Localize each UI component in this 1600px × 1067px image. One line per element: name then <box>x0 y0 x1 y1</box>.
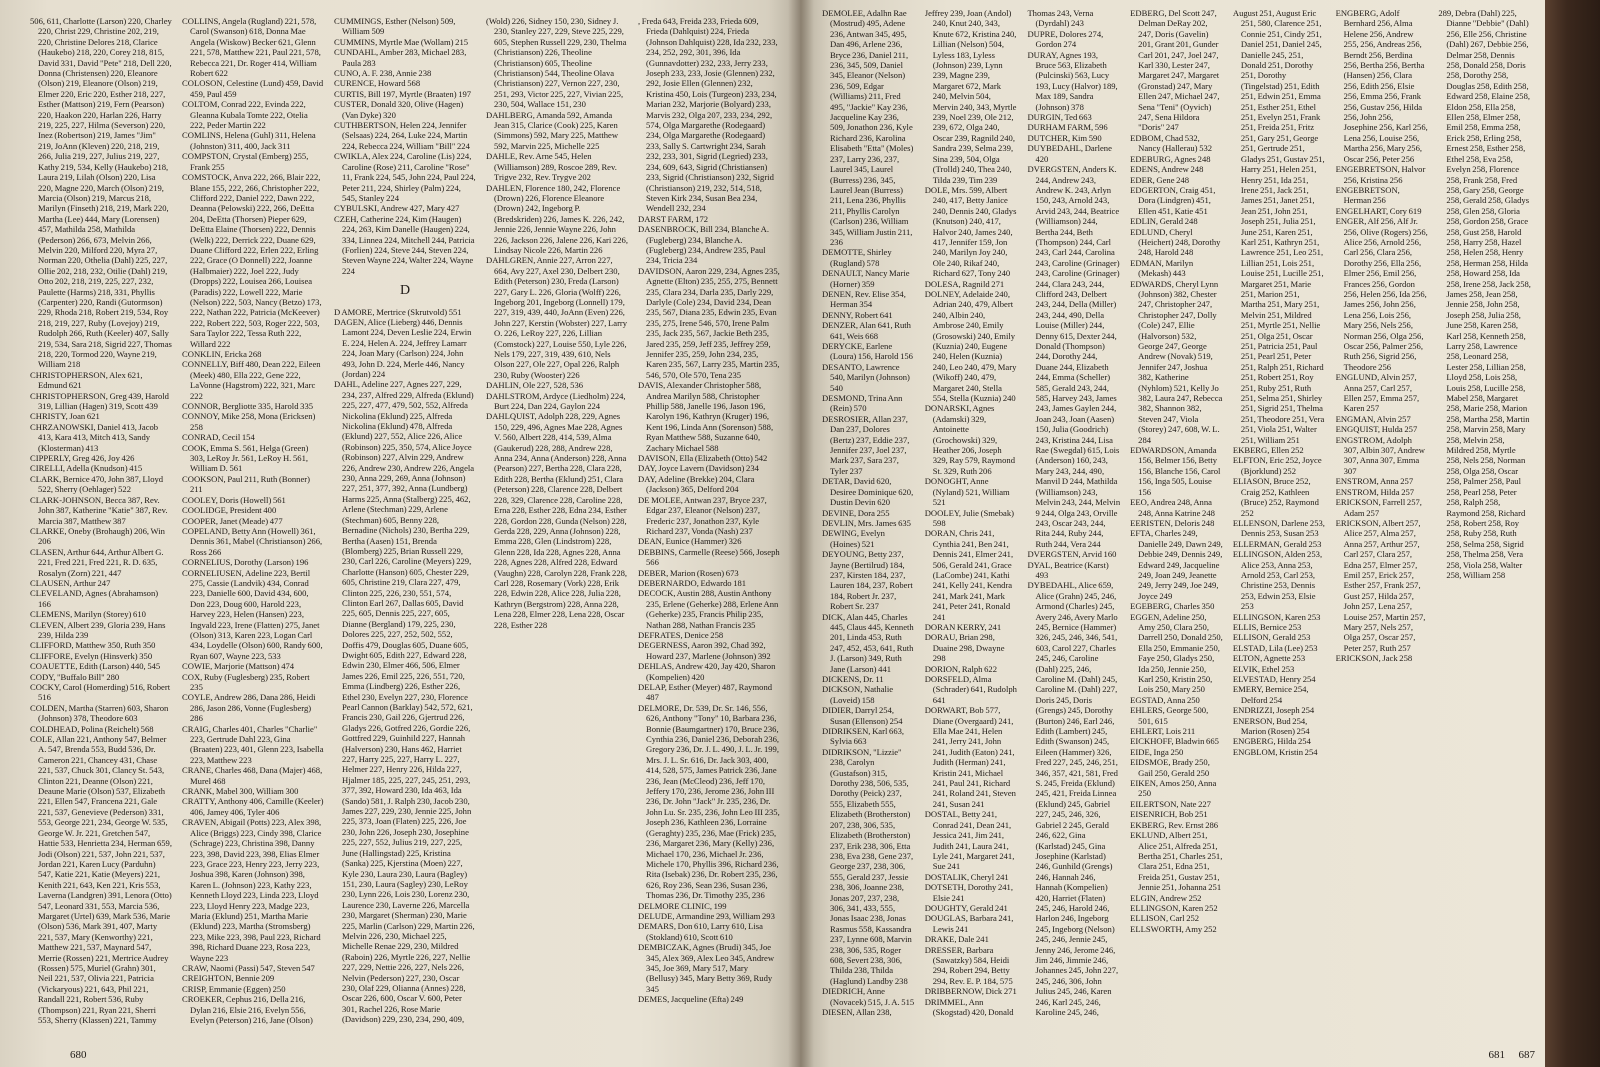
left-column-3 <box>334 16 476 1026</box>
index-entry: ENERSON, Bud 254, Marion (Rosen) 254 <box>1232 715 1310 737</box>
index-entry: DEHLAS, Andrew 420, Jay 420, Sharon (Kompelien) 420 <box>638 661 776 682</box>
index-entry: COLTOM, Conrad 222, Evinda 222, Gleanna Kubala Tomte 222, Otelia 222, Peder Martin 222 <box>182 99 308 131</box>
index-entry: ERICKSON, Jack 258 <box>1335 653 1413 664</box>
index-entry: EIDSMOE, Brady 250, Gail 250, Gerald 250 <box>1130 757 1210 778</box>
index-entry: DYAL, Beatrice (Karst) 493 <box>1027 559 1109 580</box>
index-entry: DELAP, Esther (Meyer) 487, Raymond 487 <box>638 682 773 703</box>
index-entry: DOUGLAS, Barbara 241, Lewis 241 <box>924 913 1014 934</box>
index-entry: CREIGHTON, Bennie 209 <box>182 973 275 984</box>
right-column-2 <box>925 8 1018 1018</box>
index-entry: DOOLEY, Julie (Smebak) 598 <box>924 507 1015 528</box>
index-entry: EDBOM, Chad 532, Nancy (Hallerau) 532 <box>1130 132 1213 154</box>
index-entry: EDLUND, Cheryl (Heichert) 248, Dorothy 248, Harold 248 <box>1130 226 1221 258</box>
index-entry: DORWART, Bob 577, Diane (Overgaard) 241, Ella Mae 241, Helen 241, Jerry 241, John 241, Judith (Eaton) 241, Judith (Herman) 241, Kristin 241, Michael 241, Paul 241, Richard 241, Roland 241, Steven 241, Susan 241 <box>924 705 1016 809</box>
index-entry: DELMORE CLINIC, 199 <box>638 900 727 911</box>
index-entry: DORAU, Brian 298, Duaine 298, Dwayne 298 <box>924 632 1005 664</box>
index-entry: EFTA, Charles 249, Danielle 249, Dawn 249, Debbie 249, Dennis 249, Edward 249, Jacqueline 249, Joan 249, Jeanette 249, Jerry 249, Joe 249, Joyce 249 <box>1130 528 1223 601</box>
index-entry: ELSTAD, Lila (Lee) 253 <box>1232 642 1318 653</box>
index-entry: DENEN, Rev. Elise 354, Herman 354 <box>822 288 906 310</box>
index-entry: COOLIDGE, President 400 <box>182 505 277 516</box>
section-letter: D <box>399 283 411 299</box>
index-entry: DEBER, Marion (Rosen) 673 <box>638 567 739 578</box>
index-entry: DORION, Ralph 622 <box>924 663 998 674</box>
index-entry: CLASEN, Arthur 644, Arthur Albert G. 221, Fred 221, Fred 221, R. D. 635, Rosalyn (Zorn) 221, 447 <box>30 546 164 578</box>
index-entry: CRAIG, Charles 401, Charles "Charlie" 223, Gertrude Dahl 223, Gina (Braaten) 223, 401, Glenn 223, Isabella 223, Matthew 223 <box>182 723 324 765</box>
index-entry: DIEDRICH, Anne (Novacek) 515, J. A. 515 <box>822 986 915 1007</box>
index-entry: CORNELIUSEN, Adeline 223, Bertil 275, Cassie (Landvik) 434, Conrad 223, Danielle 600, David 434, 600, Don 223, Doug 600, Harold 223, Harvey 223, Helen (Hansen) 223, Ingvald 223, Irene (Flatten) 275, Janet (Olson) 313, Karen 223, Logan Carl 434, Loydelle (Olson) 600, Randy 600, Ryan 607, Wayne 223, 533 <box>182 567 323 661</box>
index-entry: ENGER, Alf 256, Alf Jr. 256, Olive (Rogers) 256, Alice 256, Arnold 256, Carl 256, Clara 256, Dorothy 256, Ella 256, Elmer 256, Emil 256, Frances 256, Gordon 256, Helen 256, Ida 256, James 256, John 256, Lena 256, Lois 256, Mary 256, Nels 256, Norman 256, Olga 256, Oscar 256, Palmer 256, Ruth 256, Sigrid 256, Theodore 256 <box>1335 216 1428 372</box>
index-entry: ENSTROM, Anna 257 <box>1335 476 1414 487</box>
index-entry: DURAY, Agnes 193, Bruce 563, Elizabeth (Pulcinski) 563, Lucy 193, Lucy (Halvor) 189, Max 189, Sandra (Johnson) 378 <box>1027 49 1118 112</box>
index-entry: (Wold) 226, Sidney 150, 230, Sidney J. 230, Stanley 227, 229, Steve 225, 229, 605, Stephen Russell 229, 230, Thelma (Christianson) 226, Theoline (Christianson) 605, Theoline (Christianson) 544, Theoline Olava (Christianson) 227, Vernon 227, 230, 251, 293, Victor 225, 227, Vivian 225, 230, 504, Wallace 151, 230 <box>486 16 627 110</box>
index-entry: CUSTER, Donald 320, Olive (Hagen) (Van Dyke) 320 <box>334 99 464 120</box>
index-entry: COOK, Emma S. 561, Helga (Green) 303, LeRoy Jr. 561, LeRoy H. 561, William D. 561 <box>182 442 309 474</box>
index-entry: CURENCE, Howard 568 <box>334 78 421 89</box>
index-entry: DELMORE, Dr. 539, Dr. Sr. 146, 556, 626, Anthony "Tony" 10, Barbara 236, Bonnie (Baumgartner) 170, Bruce 236, Cynthia 236, Daniel 236, Deborah 236, Gregory 236, Dr. J. L. 490, J. L. Jr. 199, Mrs. J. L. Sr. 616, Dr. Jack 303, 400, 414, 528, 575, James Patrick 236, Jane 236, Jean (McCleod) 236, Jeff 170, Jeffery 170, 236, Jerome 236, John III 236, Dr. John "Jack" Jr. 235, 236, Dr. John Lu. Sr. 235, 236, John Leo III 235, Joseph 236, Kathleen 236, Lorraine (Geraghty) 235, 236, Mae (Frick) 235, 236, Margaret 236, Mary (Kelly) 236, Michael 170, 236, Michael Jr. 236, Michele 170, Phyllis 396, Richard 236, Rita (Isebak) 236, Dr. Robert 235, 236, 626, Roy 236, Sean 236, Susan 236, Thomas 236, Dr. Timothy 235, 236 <box>638 702 780 901</box>
index-entry: COLDEN, Martha (Starren) 603, Sharon (Johnson) 378, Theodore 603 <box>30 702 169 724</box>
index-entry: DOLE, Mrs. 599, Albert 240, 417, Betty Janice 240, Dennis 240, Gladys (Knutson) 240, 417, Halvor 240, James 240, 417, Jennifer 159, Jon 240, Marilyn Joy 240, Ole 240, Rikaf 240, Richard 627, Tony 240 <box>924 184 1017 279</box>
index-entry: Jeffrey 239, Joan (Andol) 240, Knut 240, 343, Knute 672, Kristina 240, Lillian (Nelson) 504, Lyless 183, Lyless (Johnson) 239, Lynn 239, Magne 239, Margaret 672, Mark 240, Melvin 504, Mervin 240, 343, Myrtle 239, Noel 239, Ole 212, 239, 672, Olga 240, Oscar 239, Ragnild 240, Sandra 239, Selma 239, Sina 239, 504, Olga (Trolld) 240, Thea 240, Tilda 239, Tim 239 <box>924 8 1017 185</box>
index-entry: EILERTSON, Nate 227 <box>1130 798 1211 809</box>
index-entry: DAHLSTROM, Ardyce (Liedholm) 224, Burt 224, Dan 224, Gaylon 224 <box>486 390 626 412</box>
index-entry: CRISP, Emmanie (Eggen) 250 <box>182 983 286 994</box>
index-entry: DE MOLEE, Antwan 237, Bryce 237, Edgar 237, Eleanor (Nelson) 237, Frederic 237, Jonathon 237, Kyle Richard 237, Vonda (Nash) 237 <box>638 494 767 536</box>
index-entry: CHRISTY, Joan 621 <box>30 411 100 422</box>
index-entry: DETAR, David 620, Desiree Dominique 620, Dustin Devin 620 <box>822 476 914 508</box>
index-entry: DEFRATES, Denice 258 <box>638 629 724 640</box>
index-entry: COMPSTON, Crystal (Emberg) 255, Frank 255 <box>182 151 309 172</box>
index-entry: DUTCHER, Kim 590 <box>1027 132 1102 143</box>
index-entry: ENGLUND, Alvin 257, Anna 257, Carl 257, Ellen 257, Emma 257, Karen 257 <box>1335 372 1420 414</box>
index-entry: DYBEDAHL, Alice 659, Alice (Grahn) 245, 246, Armond (Charles) 245, Avery 246, Avery Marlo 245, Bernice (Hammer) 326, 245, 246, 346, 541, 603, Carol 227, Charles 245, 246, Caroline (Dahl) 225, 246, Caroline M. (Dahl) 245, Caroline M. (Dahl) 227, Doris 245, Doris (Grengs) 245, Dorothy (Burton) 246, Earl 246, Edith (Lambert) 245, Edith (Swanson) 245, Eileen (Hammer) 326, Fred 227, 245, 246, 251, 346, 357, 421, 581, Fred S. 245, Freida (Eklund) 245, 421, Freida Linnea (Eklund) 245, Gabriel 227, 245, 246, 326, Gabriel 2 245, Gerald 246, 622, Gina (Karlstad) 245, Gina Josephine (Karlstad) 246, Gunhild (Grengs) 246, Hannah 246, Hannah (Kompelien) 420, Harriet (Flaten) 245, 246, Harold 246, Harlon 246, Ingeborg 245, Ingeborg (Nelson) 245, 246, Jennie 245, Jenny 246, Jerome 246, Jim 246, Jimmie 246, Johannes 245, John 227, 245, 246, 306, John Julius 245, 246, Karen 246, Karl 245, 246, Karoline 245, 246, <box>1027 580 1119 1017</box>
index-entry: CLARKE, Oneby (Brohaugh) 206, Win 206 <box>30 525 165 547</box>
index-entry: DIDRIKSON, "Lizzie" 238, Carolyn (Gustafson) 315, Dorothy 238, 506, 535, Dorothy (Peick) 237, 555, Elizabeth 555, Elizabeth (Brotherston) 207, 238, 306, 535, Elizabeth (Brotherston) 237, Erik 238, 306, Etta 238, Eva 238, Gene 237, George 237, 238, 306, 555, Gerald 237, Jessie 238, 306, Joanne 238, Jonas 207, 237, 238, 306, 341, 433, 555, Jonas Isaac 238, Jonas Rasmus 558, Kassandra 237, Lynne 608, Marvin 238, 306, 535, Roger 608, Severt 238, 306, Thilda 238, Thilda (Haglund) Landby 238 <box>822 746 914 986</box>
index-entry: COMSTOCK, Anva 222, 266, Blair 222, Blane 155, 222, 266, Christopher 222, Clifford 222, Daniel 222, Dawn 222, Deanna (Pelowski) 222, 266, DeEtta 204, DeEtta (Thorsen) Pieper 629, DeEtta Elaine (Thorsen) 222, Dennis (Welk) 222, Derrick 222, Duane 629, Duane Clifford 222, Erlen 222, Erling 222, Grace (O Donnell) 222, Joanne (Halbmaier) 222, Joel 222, Judy (Dropps) 222, Louisea 266, Louisea (Paradis) 222, Lowell 222, Marie (Nelson) 222, 503, Nancy (Betzo) 173, 222, Nathan 222, Patricia (McKeever) 222, Robert 222, 503, Roger 222, 503, Sara Taylor 222, Tessa Ruth 222, Willard 222 <box>182 172 322 349</box>
index-entry: ELIASON, Bruce 252, Craig 252, Kathleen (Bruce) 252, Raymond 252 <box>1232 476 1319 518</box>
index-entry: COYLE, Andrew 286, Dana 286, Heidi 286, Jason 286, Vonne (Fuglesberg) 286 <box>182 692 316 724</box>
index-entry: CLARK-JOHNSON, Becca 387, Rev. John 387, Katherine "Katie" 387, Rev. Marcia 387, Matthew 387 <box>30 494 168 526</box>
index-entry: CRANE, Charles 468, Dana (Majer) 468, Murel 468 <box>182 765 323 786</box>
left-column-1 <box>30 16 172 1026</box>
index-entry: CHRISTOPHERSON, Alex 621, Edmund 621 <box>30 369 143 391</box>
index-entry: COX, Ruby (Fuglesberg) 235, Robert 235 <box>182 671 310 692</box>
index-entry: CHRZANOWSKI, Daniel 413, Jacob 413, Kara 413, Mitch 413, Sandy (Klosterman) 413 <box>30 421 159 453</box>
index-entry: DIDIER, Darryl 254, Susan (Ellenson) 254 <box>822 705 903 726</box>
index-entry: DAHLBERG, Amanda 592, Amanda Jean 315, Clarice (Cook) 225, Karen (Simmons) 592, Mary 225, Matthew 592, Marvin 225, Michelle 225 <box>486 109 619 151</box>
index-entry: , Freda 643, Freida 233, Frieda 609, Frieda (Dahlquist) 224, Frieda (Johnson Dahlquist) 228, Ida 232, 233, 234, 252, 292, 301, 396, Ida (Gunnavdotter) 232, 233, Jerry 233, Joseph 233, 233, Josie (Glennen) 232, 292, Josie Ellen (Glennen) 232, Kristina 450, Lois (Turgeon) 233, 234, Marian 232, Marjorie (Bolyard) 233, Marvis 232, Olga 207, 233, 234, 292, 574, Olga Margarethe (Rodegaard) 234, Olga Margarethe (Rodegaard) 233, Sally S. Cartwright 234, Sarah 232, 233, 301, Sigrid (Legried) 233, 234, 609, 643, Sigrid (Christiansen) 233, Sigrid (Christianson) 232, Sigrid (Christianson) 219, 232, 514, 518, Steven Kirk 234, Susan Bea 234, Wendell 232, 234 <box>638 16 778 214</box>
index-entry: ELTON, Agnette 253 <box>1232 653 1306 664</box>
index-entry: ENGEBRETSON, Halvor 256, Kristina 256 <box>1335 164 1426 185</box>
index-entry: DESANTO, Lawrence 540, Marilyn (Johnson) 540 <box>822 361 910 393</box>
index-entry: 506, 611, Charlotte (Larson) 220, Charley 220, Christ 229, Christine 202, 219, 220, Christine Delores 218, Clarice (Haukebo) 218, 220, Corey 218, 815, David 331, David "Pete" 218, Dell 220, Donna (Christensen) 220, Eleanore (Olson) 219, Eleanore (Olson) 219, Elmer 220, Eric 220, Esther 218, 227, Esther (Mattson) 219, Fern (Pearson) 220, Haakon 220, Harlan 226, Harry 219, 225, 227, Hilma (Severson) 220, Inez (Robertson) 219, James "Jim" 219, JoAnn (Kleven) 220, 218, 219, 266, Julia 219, 227, Julius 219, 227, Kathy 219, 534, Kelly (Haukebo) 218, Laura 219, Lilah (Olson) 220, Lisa 220, Magne 220, March (Olson) 219, Marcia (Olson) 219, Marcus 218, Marilyn (Finseth) 218, 219, Mark 220, Martha (Lee) 444, Mary (Lorensen) 457, Mathilda 258, Mathilda (Pederson) 266, 673, Melvin 266, Melvin 220, Milford 220, Myra 27, Norman 220, Othelia (Dahl) 225, 227, Ollie 202, 218, 232, Otilie (Dahl) 219, Otto 202, 218, 219, 225, 227, 232, Paulette (Harms) 218, 331, Phyllis (Carpenter) 220, Randi (Gutormson) 229, Rhoda 218, Robert 219, 534, Roy 218, 219, 227, Ruby (Lovejoy) 219, Rudolph 266, Ruth (Keeler) 407, Sally 219, 534, Sara 218, Sigrid 227, Thomas 218, 220, Tormod 220, Wayne 219, William 218 <box>30 16 172 370</box>
index-entry: COCKY, Carol (Homerding) 516, Robert 516 <box>30 682 171 703</box>
index-entry: DENNY, Robert 641 <box>822 309 893 320</box>
index-entry: CORNELIUS, Dorothy (Larson) 196 <box>182 557 309 568</box>
index-entry: CONNELLY, Biff 480, Dean 222, Eileen (Meek) 480, Ella 222, Gene 222, LaVonne (Hagstrom) 222, 321, Marc 222 <box>182 359 321 401</box>
right-column-4 <box>1130 8 1223 1018</box>
index-entry: COLDHEAD, Polina (Reichelt) 568 <box>30 723 154 734</box>
index-entry: CONKLIN, Ericka 268 <box>182 349 262 359</box>
index-entry: EKBERG, Rev. Ernst 286 <box>1130 819 1219 830</box>
index-entry: DAVISON, Ella (Elizabeth (Otto) 542 <box>638 453 768 464</box>
index-entry: COWIE, Marjorie (Mattson) 474 <box>182 661 295 672</box>
index-entry: ELLINGSON, Karen 252 <box>1130 902 1218 913</box>
index-entry: DESMOND, Trina Ann (Rein) 570 <box>822 393 903 414</box>
index-entry: CLEVEN, Albert 239, Gloria 239, Hans 239, Hilda 239 <box>30 619 166 640</box>
index-entry: CLAUSEN, Arthur 247 <box>30 577 111 588</box>
index-entry: DEWING, Evelyn (Hoines) 521 <box>822 528 885 549</box>
index-entry: CZEH, Catherine 224, Kim (Haugen) 224, 263, Kim Danelle (Haugen) 224, 334, Linnea 224, Mitchell 244, Patricia (Forlien) 224, Steve 244, Steven 224, Steven Wayne 224, Walter 224, Wayne 224 <box>334 213 475 276</box>
index-entry: DRESSER, Barbara (Sawatzky) 584, Heidi 294, Robert 294, Betty 294, Rev. E. P. 184, 575 <box>924 944 1013 986</box>
left-column-4 <box>486 16 628 1026</box>
index-entry: DAY, Joyce Lavern (Davidson) 234 <box>638 463 759 474</box>
index-entry: DIDRIKSEN, Karl 663, Sylvia 663 <box>822 726 905 747</box>
index-entry: DASENBROCK, Bill 234, Blanche A. (Fugleberg) 234, Blanche A. (Fugleberg) 234, Andrew 235, Paul 234, Tricia 234 <box>638 224 769 266</box>
index-entry: ENGEBRETSON, Herman 256 <box>1335 184 1400 206</box>
index-entry: DEAN, Eunice (Hammer) 326 <box>638 536 742 547</box>
index-entry: EERISTEN, Deloris 248 <box>1130 517 1215 528</box>
index-entry: CROEKER, Cephus 216, Della 216, Dylan 216, Elsie 216, Evelyn 556, Evelyn (Peterson) 216, Jane (Olson) <box>182 994 313 1025</box>
index-entry: 289, Debra (Dahl) 225, Dianne "Debbie" (Dahl) 256, Elle 256, Christine (Dahl) 267, Debbie 256, Delmar 258, Dennis 258, Donald 258, Doris 258, Dorothy 258, Douglas 258, Edith 258, Edward 258, Elaine 258, Eldon 258, Ella 258, Ellen 258, Elmer 258, Emil 258, Emma 258, Erick 258, Erling 258, Ernest 258, Esther 258, Ethel 258, Eva 258, Evelyn 258, Florence 258, Frank 258, Fred 258, Gary 258, George 258, Gerald 258, Gladys 258, Glen 258, Gloria 258, Gordon 258, Grace 258, Gust 258, Harold 258, Harry 258, Hazel 258, Helen 258, Henry 258, Herman 258, Hilda 258, Howard 258, Ida 258, Irene 258, Jack 258, James 258, Jean 258, Jennie 258, John 258, Joseph 258, Julia 258, June 258, Karen 258, Karl 258, Kenneth 258, Larry 258, Lawrence 258, Leonard 258, Lester 258, Lillian 258, Lloyd 258, Lois 258, Louis 258, Lucille 258, Mabel 258, Margaret 258, Marie 258, Marion 258, Martha 258, Martin 258, Marvin 258, Mary 258, Melvin 258, Mildred 258, Myrtle 258, Nels 258, Norman 258, Olga 258, Oscar 258, Palmer 258, Paul 258, Pearl 258, Peter 258, Ralph 258, Raymond 258, Richard 258, Robert 258, Roy 258, Ruby 258, Ruth 258, Selma 258, Sigrid 258, Thelma 258, Vera 258, Viola 258, Walter 258, William 258 <box>1438 8 1531 580</box>
index-entry: DAHLGREN, Annie 227, Arron 227, 664, Avy 227, Axel 230, Delbert 230, Edith (Peterson) 230, Freda (Larson) 227, Gary L. 226, Gloria (Wolff) 226, Ingeborg 201, Ingeborg (Lonnell) 179, 227, 319, 439, 440, JoAnn (Even) 226, John 227, Kerstin (Wobster) 227, Larry O. 226, LeRoy 227, 226, Lillian (Comstock) 227, Louise 550, Lyle 226, Nels 179, 227, 319, 439, 610, Nels Olson 227, Ole 227, Opal 226, Ralph 230, Ruby (Wooster) 226 <box>486 255 628 380</box>
left-column-2 <box>182 16 324 1026</box>
index-entry: CUNO, A. F. 238, Annie 238 <box>334 68 432 79</box>
index-entry: DARST FARM, 172 <box>638 213 709 224</box>
index-entry: DEYOUNG, Betty 237, Jayne (Bertilrud) 184, 237, Kirsten 184, 237, Lauren 184, 237, Robert 184, Robert Jr. 237, Robert Sr. 237 <box>822 549 913 612</box>
index-entry: CWIKLA, Alex 224, Caroline (Lis) 224, Caroline (Rose) 211, Caroline "Rose" 11, Frank 224, 545, John 224, Paul 224, Peter 211, 224, Shirley (Palm) 224, 545, Stanley 224 <box>334 151 476 203</box>
index-entry: EGSTAD, Anna 250 <box>1130 694 1200 705</box>
index-entry: DEMBICZAK, Agnes (Brudi) 345, Joe 345, Alex 369, Alex Leo 345, Andrew 345, Joe 369, Mary 517, Mary (Bellusy) 345, Mary Betty 369, Rudy 345 <box>638 942 775 994</box>
index-entry: COAUETTE, Edith (Larson) 440, 545 <box>30 661 161 672</box>
index-entry: DAVIS, Alexander Christopher 588, Andrea Marilyn 588, Christopher Phillip 588, Janelle 196, Jason 196, Karolyn 196, Kathryn (Kruger) 196, Kent 196, Linda Ann (Sorenson) 588, Ryan Matthew 588, Suzanne 640, Zachary Michael 588 <box>638 380 774 453</box>
index-entry: DEBERNARDO, Edwardo 181 <box>638 577 747 588</box>
index-entry: ENGBLOM, Kristin 254 <box>1232 746 1318 757</box>
index-entry: DAHLQUIST, Adolph 228, 229, Agnes 150, 229, 496, Agnes Mae 228, Agnes V. 560, Albert 228, 414, 539, Alma (Gaukerud) 228, 288, Andrew 228, Anna 234, Anna (Anderson) 228, Anna (Pearson) 227, Bertha 228, Clara 228, Edith 228, Bertha (Eklund) 251, Clara (Peterson) 228, Clarence 228, Delbert 228, 329, Clarence 228, Caroline 228, Erna 228, Esther 228, Edna 234, Esther 228, Gordon 228, Gunda (Nelson) 228, Gerda 228, 229, Anna (Johnson) 228, Emma 228, Glen (Lindstrom) 228, Glenn 228, Ida 228, Agnes 228, Anna 228, Agnes 228, Alfred 228, Edward (Vaughn) 228, Carolyn 228, Frank 228, Carl 228, Rosemary (Vork) 228, Erik 228, Edwin 228, Alice 228, Julia 228, Kathryn (Bergstrom) 228, Anna 228, Lena 228, Elmer 228, Lena 228, Oscar 228, Esther 228 <box>486 411 628 630</box>
right-page-columns <box>822 8 1531 1018</box>
left-page-number: 680 <box>70 1049 87 1061</box>
index-entry: ERICKSON, Farrell 257, Adam 257 <box>1335 497 1422 518</box>
index-entry: DUYBEDAHL, Darlene 420 <box>1027 143 1112 164</box>
index-entry: DOTSETH, Dorothy 241, Elsie 241 <box>924 882 1013 903</box>
index-entry: DONARSKI, Agnes (Adamski) 329, Antoinette (Grochowski) 329, Heather 206, Joseph 329, Ray 579, Raymond St. 329, Ruth 206 <box>924 403 1016 476</box>
index-entry: CIRELLI, Adella (Knudson) 415 <box>30 463 143 474</box>
index-entry: ENGELHART, Cory 619 <box>1335 205 1422 216</box>
index-entry: DEVINE, Dora 255 <box>822 507 890 518</box>
index-entry: DICKSON, Nathalie (Loveid) 158 <box>822 684 894 705</box>
right-column-7 <box>1438 8 1531 1018</box>
index-entry: EDER, Gene 248 <box>1130 174 1190 185</box>
index-entry: EHLERT, Lois 211 <box>1130 726 1196 737</box>
index-entry: CONNOY, Mike 258, Mona (Ericksen) 258 <box>182 411 316 432</box>
index-entry: DAHLEN, Florence 180, 242, Florence (Drown) 226, Florence Eleanore (Drown) 242, Ingeborg P. (Bredskriden) 226, James K. 226, 242, Jennie 226, Jennie Wayne 226, John 226, Jackson 226, Jalene 226, Kari 226, Lindsay Nicole 226, Martin 226 <box>486 182 628 255</box>
index-entry: DORAN KERRY, 241 <box>924 621 1002 632</box>
index-entry: COOKSON, Paul 211, Ruth (Bonner) 211 <box>182 473 311 495</box>
index-entry: EKBERG, Ellen 252 <box>1232 445 1304 456</box>
index-entry: COLLINS, Angela (Rugland) 221, 578, Carol (Swanson) 618, Donna Mae Angela (Wiskow) Becker 621, Glenn 221, 578, Matthew 221, Paul 221, 578, Rebecca 221, Dr. Roger 414, William Robert 622 <box>182 16 321 79</box>
index-entry: CRAW, Naomi (Passi) 547, Steven 547 <box>182 962 315 973</box>
index-entry: EDBERG, Del Scott 247, Delman DeRay 202, 247, Doris (Gavelin) 201, Grant 201, Gunder Carl 201, 247, Joel 247, Karl 330, Lester 247, Margaret 247, Margaret (Gronstad) 247, Mary Ellen 247, Michael 247, Sena "Teni" (Oyvich) 247, Sena Hildora "Doris" 247 <box>1130 8 1220 133</box>
index-entry: ENGMAN, Alvin 257 <box>1335 413 1411 424</box>
index-entry: DOLESA, Ragnild 271 <box>924 278 1005 289</box>
right-page-number: 681 <box>1488 1049 1505 1061</box>
index-entry: CHRISTOPHERSON, Greg 439, Harold 319, Lillian (Hagen) 319, Scott 439 <box>30 390 169 412</box>
index-entry: ENGSTROM, Adolph 307, Albin 307, Andrew 307, Anna 307, Emma 307 <box>1335 434 1425 476</box>
index-entry: August 251, August Eric 251, 580, Clarence 251, Connie 251, Cindy 251, Daniel 251, Daniel 245, Danielle 245, 251, Donald 251, Dorothy 251, Dorothy (Tingelstad) 251, Edith 251, Edwin 251, Emma 251, Esther 251, Ethel 251, Evelyn 251, Frank 251, Freida 251, Fritz 251, Gary 251, George 251, Gertrude 251, Gladys 251, Gustav 251, Harry 251, Helen 251, Henry 251, Ida 251, Irene 251, Jack 251, James 251, Janet 251, Jean 251, John 251, Joseph 251, Julia 251, June 251, Karen 251, Karl 251, Kathryn 251, Lawrence 251, Leo 251, Lillian 251, Lois 251, Louise 251, Lucille 251, Margaret 251, Marie 251, Marion 251, Martha 251, Mary 251, Melvin 251, Mildred 251, Myrtle 251, Nellie 251, Olga 251, Oscar 251, Patricia 251, Paul 251, Pearl 251, Peter 251, Ralph 251, Richard 251, Robert 251, Roy 251, Ruby 251, Ruth 251, Selma 251, Shirley 251, Sigrid 251, Thelma 251, Theodore 251, Vera 251, Viola 251, Walter 251, William 251 <box>1232 8 1325 445</box>
index-entry: DAHLIN, Ole 227, 528, 536 <box>486 380 584 391</box>
index-entry: EGGEN, Adeline 250, Amy 250, Clara 250, Darrell 250, Donald 250, Ella 250, Emmanie 250, Faye 250, Gladys 250, Ida 250, Jennie 250, Karl 250, Kristin 250, Lois 250, Mary 250 <box>1130 611 1223 695</box>
index-entry: EKLUND, Albert 251, Alice 251, Alfreda 251, Bertha 251, Charles 251, Clara 251, Edna 251, Freida 251, Gustav 251, Jennie 251, Johanna 251 <box>1130 830 1223 893</box>
index-entry: DAHLE, Rev. Arne 545, Helen (Williamson) 289, Roscoe 289, Rev. Trigve 232, Rev. Trygve 202 <box>486 151 617 183</box>
index-entry: COLOSON, Celestine (Lund) 459, David 459, Paul 459 <box>182 78 324 99</box>
index-entry: DESROSIER, Allan 237, Dan 237, Dolores (Bertz) 237, Eddie 237, Jennifer 237, Joel 237, Mark 237, Sara 237, Tyler 237 <box>822 413 910 476</box>
index-entry: ELLERMAN, Gerald 253 <box>1232 538 1322 549</box>
index-entry: CLIFFORE, Evelyn (Hinsverk) 350 <box>30 650 153 661</box>
index-entry: DEBBINS, Carmelle (Reese) 566, Joseph 566 <box>638 546 780 568</box>
index-entry: ELVIK, Ethel 253 <box>1232 663 1295 674</box>
index-entry: DELUDE, Armandine 293, William 293 <box>638 910 775 921</box>
index-entry: ERICKSON, Albert 257, Alice 257, Alma 257, Anna 257, Arthur 257, Carl 257, Clara 257, Edna 257, Elmer 257, Emil 257, Erick 257, Esther 257, Frank 257, Gust 257, Hilda 257, John 257, Lena 257, Louise 257, Martin 257, Mary 257, Nels 257, Olga 257, Oscar 257, Peter 257, Ruth 257 <box>1335 517 1426 653</box>
index-entry: ELLENSON, Darlene 253, Dennis 253, Susan 253 <box>1232 517 1325 539</box>
index-entry: DENZER, Alan 641, Ruth 641, Weis 668 <box>822 320 911 341</box>
index-entry: DVERGSTEN, Anders K. 244, Andrew 243, Andrew K. 243, Arlyn 150, 243, Arnold 243, Arvid 243, 244, Beatrice (Williamson) 244, Bertha 244, Beth (Thompson) 244, Carl 243, Carl 244, Carolina 243, Caroline (Grinager) 243, Caroline (Grinager) 244, Clara 243, 244, Clifford 243, Delbert 243, 244, Della (Miller) 243, 244, 490, Della Louise (Miller) 244, Denny 615, Dexter 244, Donald (Thompson) 244, Dorothy 244, Duane 244, Elizabeth 244, Emma (Scheller) 585, Gerald 243, 244, 585, Harvey 243, James 243, James Gaylen 244, Joan 243, Joan (Aasen) 150, Julia (Goodrich) 243, Kristina 244, Lisa Rae (Swegdal) 615, Lois (Anderson) 160, 243, Mary 243, 244, 490, Manvil D 244, Mathilda (Williamson) 243, Melvin 243, 244, Melvin 9 244, Olga 243, Orville 243, Oscar 243, 244, Rita 244, Ruby 244, Ruth 244, Vera 244 <box>1027 164 1121 549</box>
index-entry: EIDE, Inga 250 <box>1130 746 1184 757</box>
index-entry: DICKENS, Dr. 11 <box>822 674 884 684</box>
right-column-3 <box>1027 8 1120 1018</box>
index-entry: EEO, Andrea 248, Anna 248, Anna Katrine 248 <box>1130 497 1215 518</box>
index-entry: CYBULSKI, Andrew 427, Mary 427 <box>334 203 460 214</box>
index-entry: ELLIS, Bernice 253 <box>1232 621 1302 632</box>
index-entry: DIESEN, Allan 238, <box>822 1007 892 1017</box>
index-entry: DAVIDSON, Aaron 229, 234, Agnes 235, Agnette (Elton) 235, 255, 275, Bennett 235, Clara 234, Darla 235, Darly 229, Darlyle (Cole) 234, David 234, Dean 235, 567, Diana 235, Edwin 235, Evan 235, 275, Irene 546, 570, Irene Palm 235, Jack 235, 567, Jackie Beth 235, Jared 235, 259, Jeff 235, Jeffrey 259, Jennifer 235, 259, John 234, 235, Karen 235, 567, Larry 235, Martin 235, 546, 570, Ole 570, Tena 235 <box>638 265 780 380</box>
index-entry: DOSTAL, Betty 241, Conrad 241, Dean 241, Jessica 241, Jim 241, Judith 241, Laura 241, Lyle 241, Margaret 241, Sue 241 <box>924 809 1015 872</box>
index-entry: CUMMINGS, Esther (Nelson) 509, William 509 <box>334 16 456 37</box>
index-entry: CRAVEN, Abigail (Potts) 223, Alex 398, Alice (Briggs) 223, Cindy 398, Clarice (Schrage) 223, Christina 398, Danny 223, 398, David 223, 398, Elias Elmer 223, Grace 223, Henry 223, Jerry 223, Joshua 398, Karen (Johnson) 398, Karen L. (Johnson) 223, Kathy 223, Kenneth Lloyd 223, Linda 223, Lloyd 223, Lloyd Henry 223, Madge 223, Maria (Eklund) 251, Martha Marie (Eklund) 223, Martha (Stromsberg) 223, Mike 223, 398, Paul 223, Richard 398, Richard Duane 223, Rosa 223, Wayne 223 <box>182 817 322 963</box>
index-entry: DEMARS, Don 610, Larry 610, Lisa (Stokland) 610, Scott 610 <box>638 921 763 942</box>
index-entry: ENGBERG, Adolf Bernhard 256, Alma Helene 256, Andrew 255, 256, Andreas 256, Berndt 256, Berdina 256, Bertha 256, Bertha (Hansen) 256, Clara 256, Edith 256, Elsie 256, Emma 256, Frank 256, Gustav 256, Hilda 256, John 256, Josephine 256, Karl 256, Lena 256, Louise 256, Martha 256, Mary 256, Oscar 256, Peter 256 <box>1335 8 1428 164</box>
index-entry: CUTHBERTSON, Helen 224, Jennifer (Selsaas) 224, 264, Luke 224, Martin 224, Rebecca 224, William "Bill" 224 <box>334 120 470 151</box>
index-entry: EDENS, Andrew 248 <box>1130 164 1204 175</box>
right-page <box>800 0 1545 1067</box>
index-entry: ELFTON, Eric 252, Joyce (Bjorklund) 252 <box>1232 455 1322 476</box>
index-entry: DENAULT, Nancy Marie (Horner) 359 <box>822 268 910 289</box>
index-entry: Thomas 243, Verna (Dyrdahl) 243 <box>1027 8 1094 29</box>
index-entry: DOSTALIK, Cheryl 241 <box>924 871 1009 882</box>
index-entry: EISENRICH, Bob 251 <box>1130 809 1208 820</box>
index-entry: ENGQUIST, Hulda 257 <box>1335 424 1418 435</box>
index-entry: EDEBURG, Agnes 248 <box>1130 153 1211 164</box>
index-entry: DAHL, Adeline 227, Agnes 227, 229, 234, 237, Alfred 229, Alfreda (Eklund) 225, 227, 477, 479, 502, 552, Alfreda Nickolina (Eklund) 225, Alfreda Nickolina (Eklund) 478, Alfreda (Eklund) 227, 552, Alice 226, Alice (Robinson) 225, 350, 574, Alice Joyce (Robinson) 227, Alvin 229, Andrew 226, Andrew 230, Andrew 226, Angela 230, Anna 229, 269, Anna (Johnson) 227, 251, 377, 392, Anna (Lundberg) Harms 225, Anna (Stalberg) 225, 462, Arlene (Stechman) 229, Arlene (Stechman) 605, Benny 228, Bernadine (Nichols) 230, Bertha 229, Bertha (Aasen) 151, Brenda (Blomberg) 225, Brian Russell 229, 230, Carl 226, Caroline (Meyers) 229, Charlotte (Hanson) 605, Chester 229, 605, Christine 219, Clara 227, 479, Clinton 225, 226, 230, 551, 574, Clinton Earl 267, Dallas 605, David 225, 605, Dennis 225, 227, 605, Dianne (Bergland) 179, 225, 230, Dolores 225, 227, 252, 502, 552, Doffis 479, Douglas 605, Duane 605, Dwight 605, Edith 227, Edward 228, Edwin 230, Elmer 466, 506, Elmer James 226, Emil 225, 226, 551, 720, Emma (Lindberg) 226, Esther 226, Ethel 230, Evelyn 227, 230, Florence Pearl Cannon (Barklay) 542, 572, 621, Francis 230, Gail 226, Gjertrud 226, Gladys 226, Gotfred 226, Gordie 226, Gottfred 229, Guinhild 227, Hannah (Halverson) 230, Hans 462, Harriet 227, Harry 225, 227, Harry L. 227, Helmer 227, Henry 226, Hilda 227, Hjalmer 185, 225, 227, 245, 251, 293, 377, 392, Howard 230, Ida 463, Ida (Sando) 581, J. Ralph 230, Jacob 230, James 227, 229, 230, Jennie 225, John 225, 373, Joan (Flaten) 225, 226, Joe 230, John 226, Joseph 230, Josephine 225, 227, 552, Julius 219, 227, 225, June (Hallingstad) 225, Kristina (Sanka) 225, Kjerstina (Moen) 227, Kyle 230, Laura 230, Laura (Bagley) 151, 230, Laura (Sagley) 230, LeRoy 230, Lynn 226, Lois 230, Lorenz 230, Laurence 230, Laverne 226, Marcella 230, Margaret (Sherman) 230, Marie 225, Marlin (Carlson) 229, Martin 226, Melvin 226, 230, Michael 225, Michelle Renae 229, 230, Mildred (Raboin) 226, Myrtle 226, 227, Nellie 227, 229, Nettie 226, 227, Nels 226, Nelvin (Pederson) 227, 230, Oscar 230, Olaf 229, Olianna (Annes) 228, Oscar 226, 600, Oscar V. 600, Peter 301, Rachel 226, Rose Marie (Davidson) 229, 230, 234, 290, 409, <box>334 379 475 1025</box>
index-entry: COPELAND, Betty Ann (Howell) 361, Dennis 361, Mabel (Christianson) 266, Ross 266 <box>182 525 323 557</box>
index-entry: ENDRIZZI, Joseph 254 <box>1232 705 1315 716</box>
index-entry: CUNDAHL, Amber 283, Michael 283, Paula 283 <box>334 47 467 68</box>
index-entry: COLE, Allan 221, Anthony 547, Belmer A. 547, Brenda 553, Budd 536, Dr. Cameron 221, Chancey 431, Chase 221, 537, Chuck 301, Clancy St. 543, Clinton 221, Deanne (Olson) 221, Deaune Marie (Olson) 537, Elizabeth 221, Ellen 547, Francena 221, Gale 221, 537, Genevieve (Pederson) 331, 553, George 221, 234, George W. 535, George W. Jr. 221, Gretchen 547, Hattie 533, Henrietta 234, Herman 659, Jodi (Olson) 221, 537, John 221, 537, Jordan 221, Karen Lucy (Parduhn) 547, Katie 221, Katie (Meyers) 221, Kenith 221, 643, Ken 221, Kris 553, Laverna (Landgren) 391, Lenora (Otto) 547, Leonard 331, 553, Marcia 536, Margaret (Urtel) 639, Mark 536, Marie (Olson) 536, Mark 391, 407, Marty 221, 537, Mary (Kenworthy) 221, Matthew 221, 537, Maynard 547, Merrie (Rossen) 221, Mertrice Audrey (Rossen) 575, Muriel (Grahn) 301, Neil 221, 537, Olivia 221, Patricia (Vickaryous) 221, 643, Phil 221, Randall 221, Robert 536, Ruby (Thompson) 221, Ryan 221, Sherri 553, Sherry (Klassen) 221, Tammy <box>30 734 172 1025</box>
index-entry: DRIMMEL, Ann (Skogstad) 420, Donald <box>924 996 1014 1017</box>
index-entry: EHLERS, George 500, 501, 615 <box>1130 705 1209 726</box>
index-entry: DURHAM FARM, 596 <box>1027 122 1108 133</box>
index-entry: ENGBERG, Hilda 254 <box>1232 736 1311 747</box>
index-entry: DAGEN, Alice (Lieberg) 446, Dennis Lamont 224, Deven Leslie 224, Erwin E. 224, Helen A. 224, Jeffrey Lamarr 224, Joan Mary (Carlson) 224, John 493, John D. 224, Merle 446, Nancy (Jordan) 224 <box>334 316 472 379</box>
index-entry: CODY, "Buffalo Bill" 280 <box>30 671 120 682</box>
right-column-1 <box>822 8 915 1018</box>
index-entry: ENSTROM, Hilda 257 <box>1335 486 1415 497</box>
index-entry: CURTIS, Bill 197, Myrtle (Braaten) 197 <box>334 88 472 99</box>
index-entry: EDGERTON, Craig 451, Dora (Lindgren) 451, Ellen 451, Katie 451 <box>1130 184 1216 216</box>
index-entry: CLARK, Bernice 470, John 387, Lloyd 522, Sherry (Oehlager) 522 <box>30 473 164 495</box>
index-entry: DRAKE, Dale 241 <box>924 934 989 945</box>
index-entry: EMERY, Bernice 254, Delford 254 <box>1232 684 1309 705</box>
index-entry: DEVLIN, Mrs. James 635 <box>822 517 911 528</box>
left-page-columns <box>30 16 780 1026</box>
index-entry: DOLNEY, Adelaide 240, Adrian 240, 479, Albert 240, Albin 240, Ambrose 240, Emily (Grosowski) 240, Emily (Kuznia) 240, Eugene 240, Helen (Kuznia) 240, Leo 240, 479, Mary (Wikoff) 240, 479, Margaret 240, Stella 554, Stella (Kuznia) 240 <box>924 288 1017 404</box>
index-entry: DEMOTTE, Shirley (Rugland) 578 <box>822 247 892 268</box>
index-entry: ELVESTAD, Henry 254 <box>1232 674 1316 684</box>
index-entry: DVERGSTEN, Arvid 160 <box>1027 549 1117 560</box>
index-entry: DONOGHT, Anne (Nyland) 521, William 521 <box>924 476 1010 508</box>
index-entry: DEMES, Jacqueline (Efta) 249 <box>638 994 744 1005</box>
index-entry: DORSFELD, Alma (Schrader) 641, Rudolph 641 <box>924 674 1017 705</box>
book-cover-edge <box>1545 0 1600 1067</box>
index-entry: ELLINGSON, Karen 253 <box>1232 611 1321 622</box>
index-entry: ELLINGSON, Alden 253, Alice 253, Anna 253, Arnold 253, Carl 253, Christine 253, Dennis 253, Edwin 253, Elsie 253 <box>1232 549 1323 612</box>
index-entry: DEGERNESS, Aaron 392, Chad 392, Howard 237, Marlene (Johnson) 392 <box>638 640 771 661</box>
index-entry: CONRAD, Cecil 154 <box>182 432 255 443</box>
index-entry: CUMMINS, Myrtle Mae (Wollam) 215 <box>334 36 469 47</box>
index-entry: COOPER, Janet (Meade) 477 <box>182 515 283 526</box>
index-entry: EGEBERG, Charles 350 <box>1130 601 1215 612</box>
next-page-number-edge: 687 <box>1518 1049 1535 1061</box>
index-entry: D AMORE, Mertrice (Skrutvold) 551 <box>334 306 462 317</box>
left-column-5 <box>638 16 780 1026</box>
index-entry: DORAN, Chris 241, Cynthia 241, Ben 241, Dennis 241, Elmer 241, 506, Gerald 241, Grace (LaCombe) 241, Kathi 241, Kelly 241, Kendra 241, Mark 241, Mark 241, Peter 241, Ronald 241 <box>924 528 1014 622</box>
index-entry: COOLEY, Doris (Howell) 561 <box>182 494 286 505</box>
index-entry: CRANK, Mabel 300, William 300 <box>182 786 299 797</box>
index-entry: COMLINS, Helena (Guhl) 311, Helena (Johnston) 311, 400, Jack 311 <box>182 130 316 151</box>
index-entry: DOUGHTY, Gerald 241 <box>924 902 1008 913</box>
index-entry: CIPPERLY, Greg 426, Joy 426 <box>30 453 135 464</box>
index-entry: DICK, Alan 445, Charles 445, Claus 445, Kenneth 201, Linda 453, Ruth 247, 452, 453, 641, Ruth J. (Larson) 349, Ruth Jane (Larson) 441 <box>822 611 914 674</box>
index-entry: DEMOLEE, Adalhn Rae (Mostrud) 495, Adene 236, Antwan 345, 495, Dan 496, Arlene 236, Bryce 236, Daniel 211, 236, 345, 509, Daniel 345, Eleanor (Nelson) 236, 509, Edgar (Williams) 211, Fred 495, "Jackie" Kay 236, Jacqueline Kay 236, 509, Jonathon 236, Kyle Richard 236, Karolina Elisabeth "Etta" (Moles) 237, Larry 236, 237, Laurel 345, Laurel (Burress) 236, 345, Laurel Jean (Burress) 211, Lena 236, Phyllis 211, Phyllis Carolyn (Carlson) 236, William 345, William Justin 211, 236 <box>822 8 914 247</box>
index-entry: EDLIN, Gerald 248 <box>1130 216 1198 227</box>
index-entry: EIKEN, Amos 250, Anna 250 <box>1130 778 1217 799</box>
index-entry: CLEMENS, Marilyn (Storey) 610 <box>30 609 146 620</box>
index-entry: EICKHOFF, Bladwin 665 <box>1130 736 1219 747</box>
index-entry: CLIFFORD, Matthew 350, Ruth 350 <box>30 640 156 651</box>
index-entry: DUPRE, Dolores 274, Gordon 274 <box>1027 28 1104 50</box>
index-entry: CONNOR, Bergliotte 335, Harold 335 <box>182 401 314 412</box>
index-entry: CRATTY, Anthony 406, Camille (Keeler) 406, Jamey 406, Tyler 406 <box>182 796 324 817</box>
index-entry: ELGIN, Andrew 252 <box>1130 892 1202 903</box>
index-entry: CLEVELAND, Agnes (Abrahamson) 166 <box>30 588 159 609</box>
index-entry: EDWARDS, Cheryl Lynn (Johnson) 382, Chester 247, Christopher 247, Christopher 247, Dolly (Cole) 247, Ellie (Halvorson) 532, George 247, George Andrew (Novak) 519, Jennifer 247, Joshua 382, Katherine (Nyhlom) 521, Kelly Jo 382, Laura 247, Rebecca 382, Shannon 382, Steven 247, Viola (Storey) 247, 608, W. L. 284 <box>1130 278 1223 445</box>
index-entry: DRIBBERNOW, Dick 271 <box>924 986 1017 997</box>
index-entry: ELLISON, Gerald 253 <box>1232 632 1311 643</box>
index-entry: DAY, Adeline (Brekke) 204, Clara (Jackson) 365, Delford 204 <box>638 473 755 495</box>
index-entry: ELLSWORTH, Amy 252 <box>1130 923 1217 934</box>
index-entry: ELLISON, Carl 252 <box>1130 913 1200 924</box>
index-entry: DURGIN, Ted 663 <box>1027 112 1092 123</box>
index-entry: DECOCK, Austin 288, Austin Anthony 235, Erlene (Geherke) 288, Erlene Ann (Geherke) 235, Francis Philip 235, Nathan 288, Nathan Francis 235 <box>638 588 779 630</box>
right-column-6 <box>1336 8 1429 1018</box>
right-column-5 <box>1233 8 1326 1018</box>
index-entry: EDMAN, Marilyn (Mekash) 443 <box>1130 257 1194 279</box>
index-entry: EDWARDSON, Amanda 156, Belmer 156, Betty 156, Blanche 156, Carol 156, Inga 505, Louise 156 <box>1130 445 1221 497</box>
index-entry: DERYCKE, Earlene (Loura) 156, Harold 156 <box>822 341 913 362</box>
